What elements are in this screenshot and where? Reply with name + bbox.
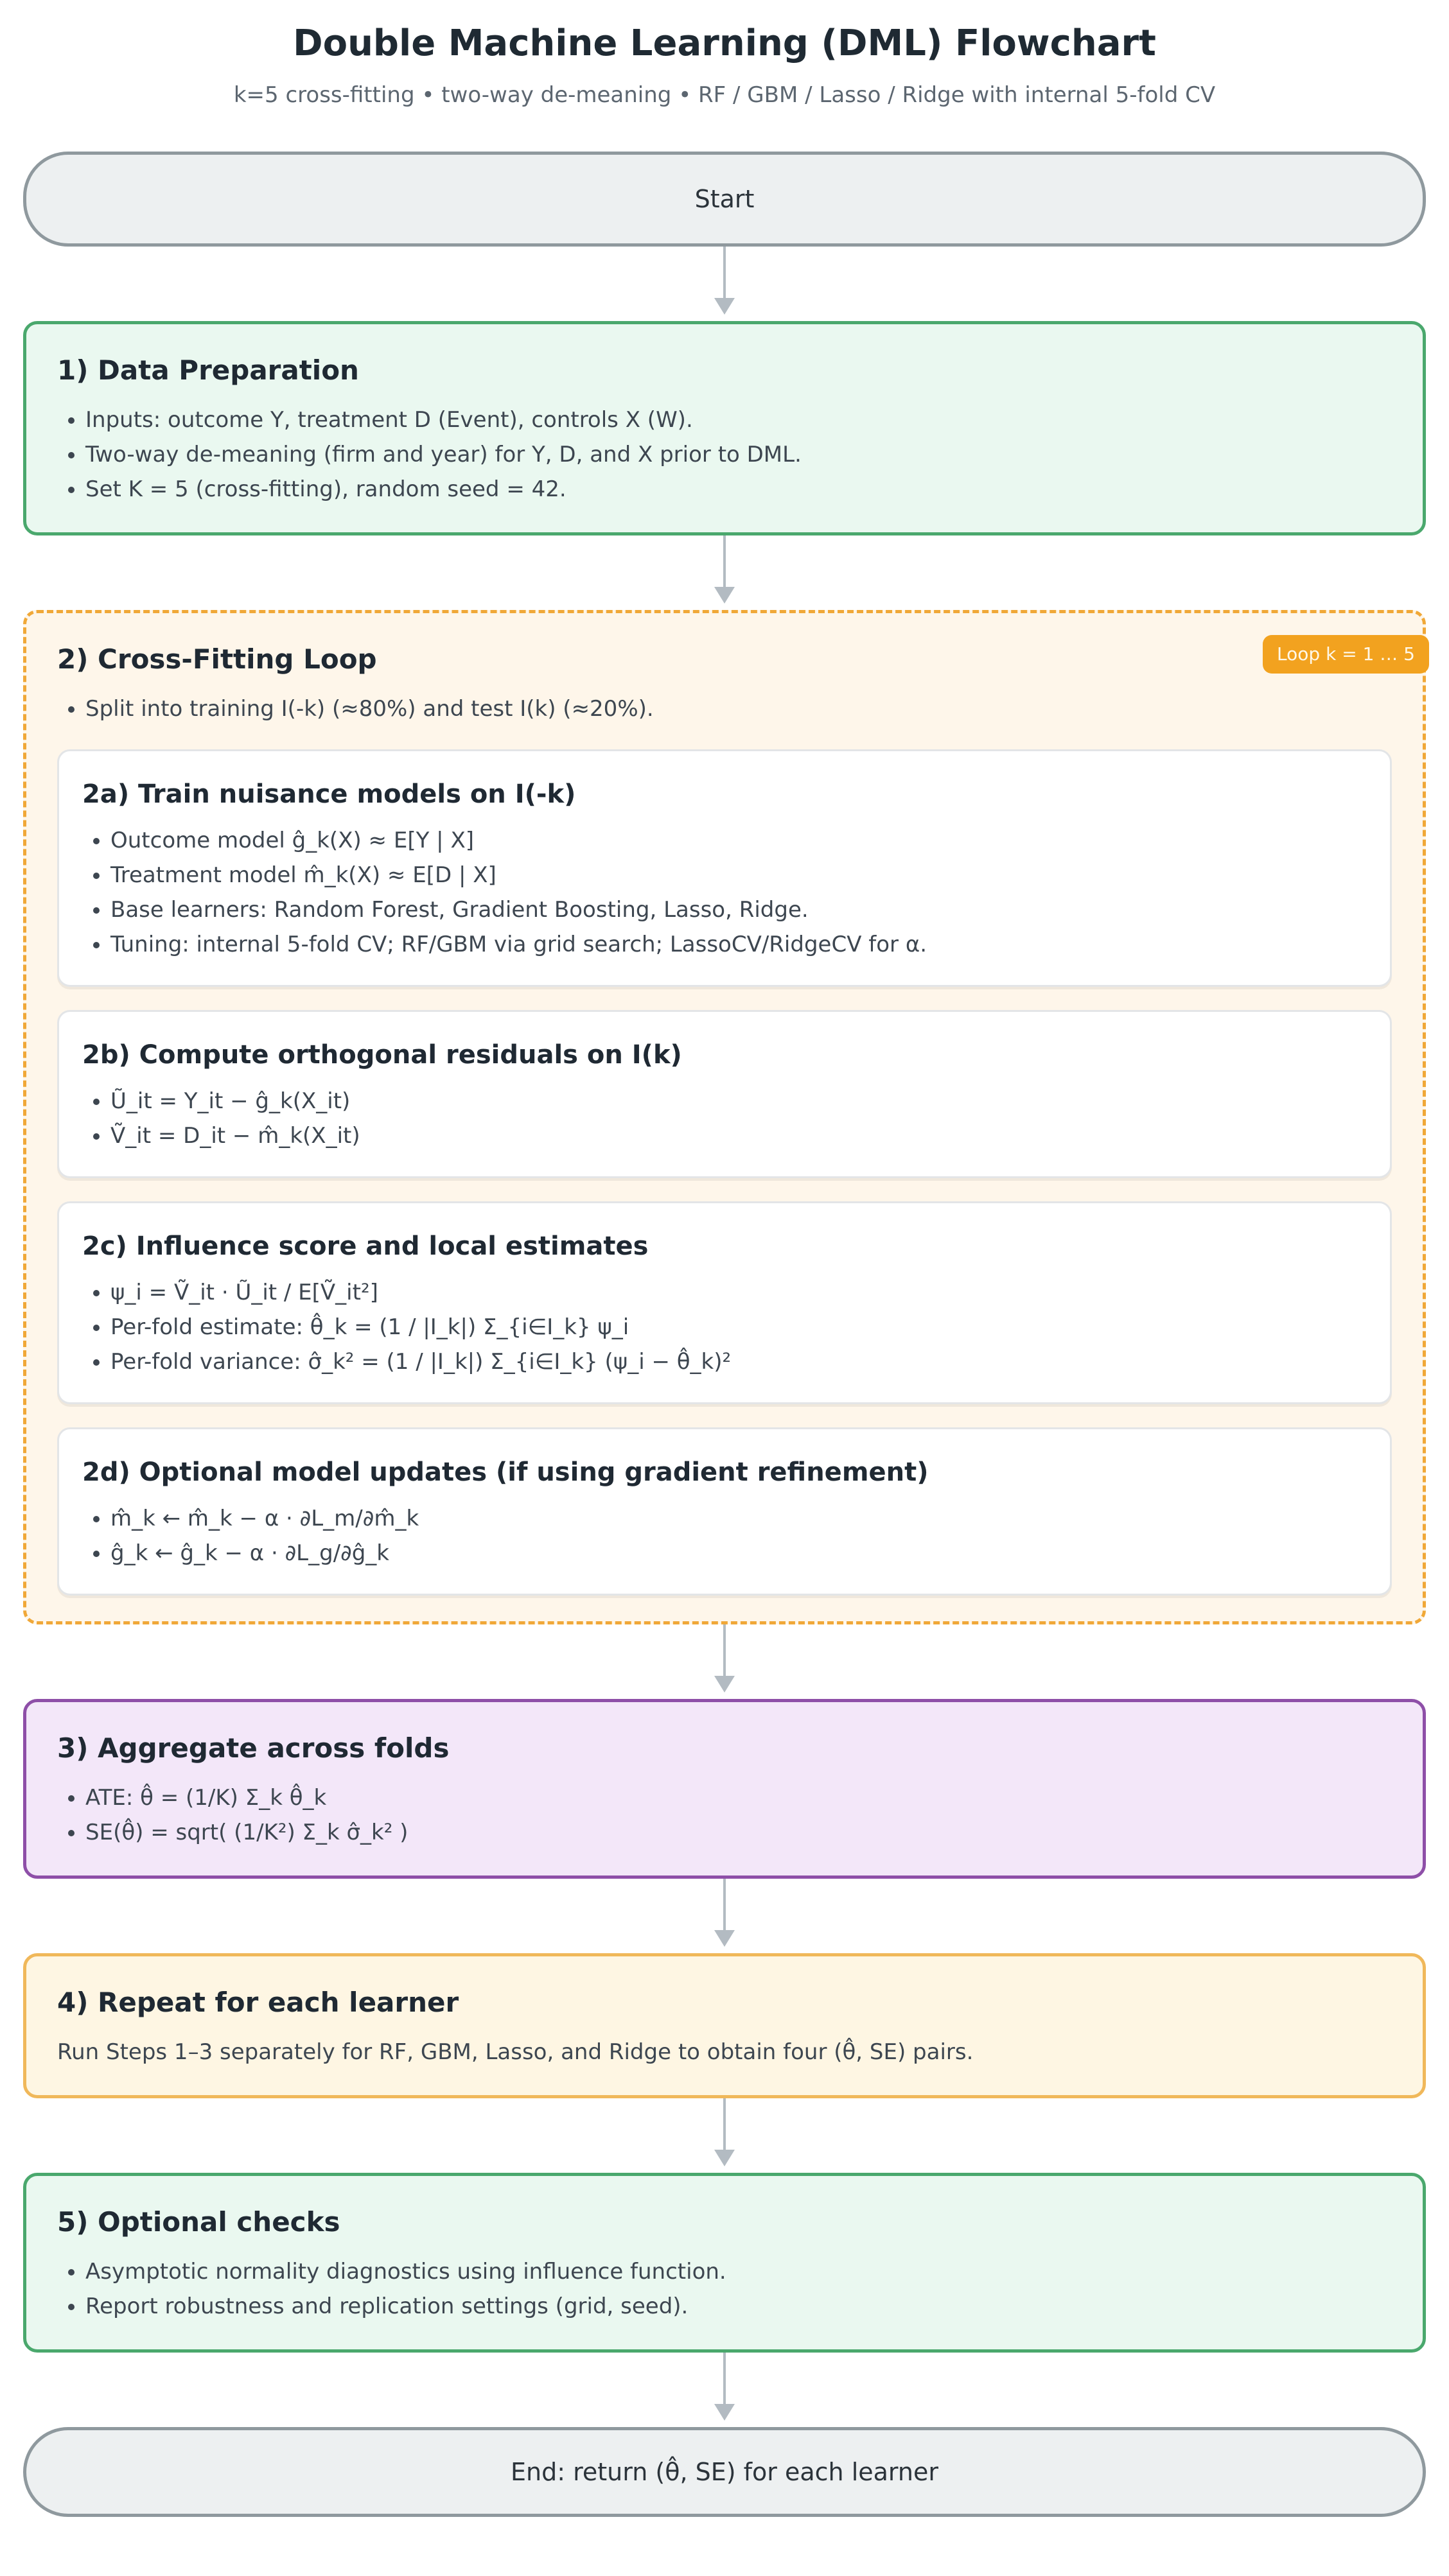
step2d-title: 2d) Optional model updates (if using gradient refinement) xyxy=(82,1458,929,1487)
arrow-line xyxy=(723,535,726,591)
step2a-title: 2a) Train nuisance models on I(-k) xyxy=(82,779,576,809)
list-item: • Inputs: outcome Y, treatment D (Event), controls X (W). xyxy=(85,403,1392,437)
step2b-list xyxy=(82,1084,1367,1153)
arrow-start-to-step1 xyxy=(23,247,1426,321)
step2b-title: 2b) Compute orthogonal residuals on I(k) xyxy=(82,1040,682,1070)
arrow-down-icon xyxy=(714,2150,735,2166)
list-item: • Per-fold estimate: θ̂_k = (1 / |I_k|) Σ_{i∈I_k} ψ_i xyxy=(110,1310,1367,1345)
arrow-step2-to-step3 xyxy=(23,1624,1426,1699)
list-item: • Treatment model m̂_k(X) ≈ E[D | X] xyxy=(110,858,1367,892)
arrow-step4-to-step5 xyxy=(23,2098,1426,2173)
arrow-down-icon xyxy=(714,298,735,315)
step1-list xyxy=(57,403,1392,507)
step4-title: 4) Repeat for each learner xyxy=(57,1987,459,2018)
arrow-step1-to-step2 xyxy=(23,535,1426,610)
arrow-step5-to-end xyxy=(23,2353,1426,2427)
list-item: • Tuning: internal 5-fold CV; RF/GBM via grid search; LassoCV/RidgeCV for α. xyxy=(110,927,1367,962)
step2-title: 2) Cross-Fitting Loop xyxy=(57,643,377,675)
step2a-list xyxy=(82,823,1367,962)
arrow-down-icon xyxy=(714,587,735,604)
end-node xyxy=(23,2427,1426,2517)
arrow-down-icon xyxy=(714,1930,735,1947)
step5-list xyxy=(57,2254,1392,2324)
step2d-model-updates xyxy=(57,1427,1392,1596)
step2a-train-nuisance xyxy=(57,749,1392,987)
list-item: • Base learners: Random Forest, Gradient Boosting, Lasso, Ridge. xyxy=(110,892,1367,927)
list-item: • m̂_k ← m̂_k − α · ∂L_m/∂m̂_k xyxy=(110,1501,1367,1536)
step3-aggregate xyxy=(23,1699,1426,1879)
list-item: • ĝ_k ← ĝ_k − α · ∂L_g/∂ĝ_k xyxy=(110,1536,1367,1571)
step4-text: Run Steps 1–3 separately for RF, GBM, Lasso, and Ridge to obtain four (θ̂, SE) pairs. xyxy=(57,2039,974,2065)
step3-list xyxy=(57,1780,1392,1850)
step3-title: 3) Aggregate across folds xyxy=(57,1732,450,1764)
list-item: • Outcome model ĝ_k(X) ≈ E[Y | X] xyxy=(110,823,1367,858)
arrow-line xyxy=(723,1624,726,1680)
list-item: • Report robustness and replication settings (grid, seed). xyxy=(85,2289,1392,2324)
list-item: • Two-way de-meaning (firm and year) for Y, D, and X prior to DML. xyxy=(85,437,1392,472)
loop-badge: Loop k = 1 … 5 xyxy=(1263,635,1429,674)
step1-data-preparation xyxy=(23,321,1426,535)
start-node xyxy=(23,152,1426,247)
page-subtitle: k=5 cross-fitting • two-way de-meaning • RF / GBM / Lasso / Ridge with internal 5-fold CV xyxy=(233,82,1216,108)
start-label: Start xyxy=(694,185,755,213)
end-label: End: return (θ̂, SE) for each learner xyxy=(511,2458,938,2486)
step2d-list xyxy=(82,1501,1367,1571)
step1-title: 1) Data Preparation xyxy=(57,354,359,386)
step5-title: 5) Optional checks xyxy=(57,2206,340,2238)
list-item: • SE(θ̂) = sqrt( (1/K²) Σ_k σ̂_k² ) xyxy=(85,1815,1392,1850)
list-item: • Asymptotic normality diagnostics using influence function. xyxy=(85,2254,1392,2289)
step2b-residuals xyxy=(57,1010,1392,1178)
list-item: • Per-fold variance: σ̂_k² = (1 / |I_k|) Σ_{i∈I_k} (ψ_i − θ̂_k)² xyxy=(110,1345,1367,1379)
arrow-step3-to-step4 xyxy=(23,1879,1426,1953)
arrow-down-icon xyxy=(714,2404,735,2421)
page-title: Double Machine Learning (DML) Flowchart xyxy=(293,22,1156,64)
arrow-line xyxy=(723,1879,726,1934)
step4-repeat-learners xyxy=(23,1953,1426,2098)
step2c-title: 2c) Influence score and local estimates xyxy=(82,1231,649,1261)
step2-cross-fitting-loop xyxy=(23,610,1426,1624)
list-item: • Ṽ_it = D_it − m̂_k(X_it) xyxy=(110,1118,1367,1153)
arrow-line xyxy=(723,247,726,302)
arrow-line xyxy=(723,2098,726,2154)
list-item: • Set K = 5 (cross-fitting), random seed = 42. xyxy=(85,472,1392,507)
list-item: • Split into training I(-k) (≈80%) and test I(k) (≈20%). xyxy=(85,692,1392,726)
list-item: • ψ_i = Ṽ_it · Ũ_it / E[Ṽ_it²] xyxy=(110,1275,1367,1310)
step2c-list xyxy=(82,1275,1367,1379)
arrow-line xyxy=(723,2353,726,2408)
step2c-influence-score xyxy=(57,1201,1392,1404)
arrow-down-icon xyxy=(714,1676,735,1693)
list-item: • ATE: θ̂ = (1/K) Σ_k θ̂_k xyxy=(85,1780,1392,1815)
step5-optional-checks xyxy=(23,2173,1426,2353)
list-item: • Ũ_it = Y_it − ĝ_k(X_it) xyxy=(110,1084,1367,1118)
step2-list xyxy=(57,692,1392,726)
